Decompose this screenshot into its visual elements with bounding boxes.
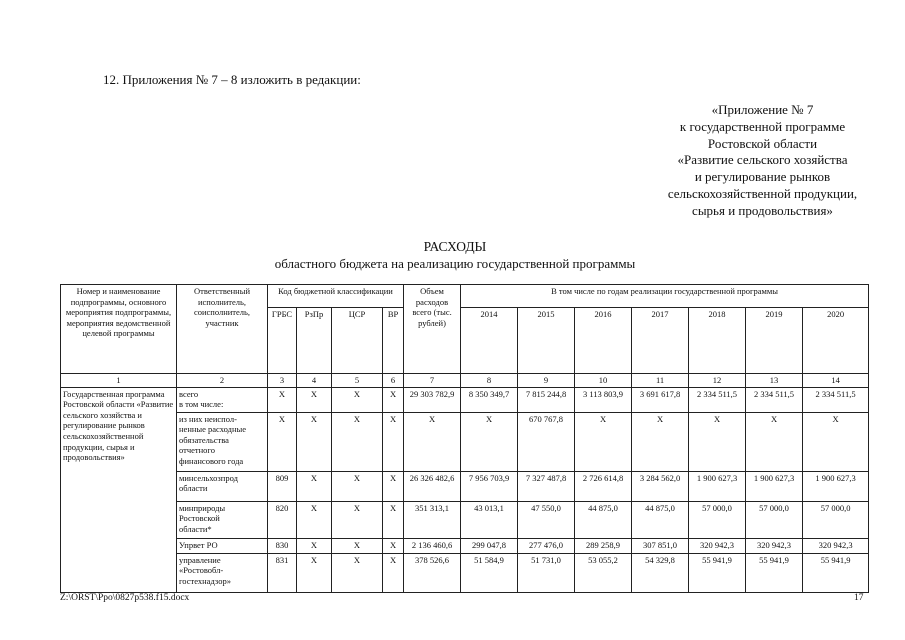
year-value-cell: 307 851,0 bbox=[632, 538, 689, 553]
responsible-cell: минсельхозпрод области bbox=[177, 471, 268, 501]
grbs-cell: Х bbox=[268, 412, 297, 471]
header-year: 2017 bbox=[632, 308, 689, 374]
grbs-cell: 809 bbox=[268, 471, 297, 501]
year-value-cell: 1 900 627,3 bbox=[689, 471, 746, 501]
year-value-cell: 44 875,0 bbox=[575, 501, 632, 538]
table-row bbox=[61, 412, 869, 471]
column-number: 6 bbox=[383, 374, 404, 388]
vr-cell: Х bbox=[383, 387, 404, 412]
rzpr-cell: Х bbox=[297, 501, 332, 538]
rzpr-cell: Х bbox=[297, 538, 332, 553]
year-value-cell: 43 013,1 bbox=[461, 501, 518, 538]
year-value-cell: 1 900 627,3 bbox=[803, 471, 869, 501]
responsible-cell: из них неиспол- ненные расходные обязательства отчетного финансового года bbox=[177, 412, 268, 471]
year-value-cell: Х bbox=[575, 412, 632, 471]
rzpr-cell: Х bbox=[297, 412, 332, 471]
rzpr-cell: Х bbox=[297, 553, 332, 592]
year-value-cell: 320 942,3 bbox=[803, 538, 869, 553]
vr-cell: Х bbox=[383, 412, 404, 471]
header-year: 2016 bbox=[575, 308, 632, 374]
volume-cell: Х bbox=[404, 412, 461, 471]
year-value-cell: 1 900 627,3 bbox=[746, 471, 803, 501]
annex-line: к государственной программе bbox=[679, 118, 846, 134]
year-value-cell: 47 550,0 bbox=[518, 501, 575, 538]
year-value-cell: 55 941,9 bbox=[803, 553, 869, 592]
column-number: 12 bbox=[689, 374, 746, 388]
csr-cell: Х bbox=[332, 538, 383, 553]
volume-cell: 29 303 782,9 bbox=[404, 387, 461, 412]
year-value-cell: 3 284 562,0 bbox=[632, 471, 689, 501]
year-value-cell: Х bbox=[461, 412, 518, 471]
header-vr: ВР bbox=[383, 308, 404, 374]
header-volume: Объем расходов всего (тыс. рублей) bbox=[404, 285, 461, 374]
column-number: 2 bbox=[177, 374, 268, 388]
column-number: 1 bbox=[61, 374, 177, 388]
annex-heading bbox=[600, 102, 905, 220]
responsible-cell: управление «Ростовобл- гостехнадзор» bbox=[177, 553, 268, 592]
year-value-cell: Х bbox=[689, 412, 746, 471]
year-value-cell: 289 258,9 bbox=[575, 538, 632, 553]
year-value-cell: 53 055,2 bbox=[575, 553, 632, 592]
header-rzpr: РзПр bbox=[297, 308, 332, 374]
year-value-cell: 51 584,9 bbox=[461, 553, 518, 592]
year-value-cell: 57 000,0 bbox=[689, 501, 746, 538]
csr-cell: Х bbox=[332, 412, 383, 471]
csr-cell: Х bbox=[332, 501, 383, 538]
year-value-cell: 8 350 349,7 bbox=[461, 387, 518, 412]
table-subtitle: областного бюджета на реализацию государственной программы bbox=[274, 256, 636, 271]
year-value-cell: 7 956 703,9 bbox=[461, 471, 518, 501]
year-value-cell: 277 476,0 bbox=[518, 538, 575, 553]
year-value-cell: 3 691 617,8 bbox=[632, 387, 689, 412]
annex-line: Ростовской области bbox=[707, 135, 818, 151]
annex-line: сельскохозяйственной продукции, bbox=[667, 185, 858, 201]
year-value-cell: 2 334 511,5 bbox=[689, 387, 746, 412]
intro-text: 12. Приложения № 7 – 8 изложить в редакции: bbox=[103, 72, 361, 87]
year-value-cell: 7 327 487,8 bbox=[518, 471, 575, 501]
column-number: 7 bbox=[404, 374, 461, 388]
vr-cell: Х bbox=[383, 538, 404, 553]
year-value-cell: 57 000,0 bbox=[746, 501, 803, 538]
annex-line: «Приложение № 7 bbox=[711, 102, 814, 117]
column-number: 13 bbox=[746, 374, 803, 388]
annex-line: «Развитие сельского хозяйства bbox=[677, 152, 848, 168]
header-year: 2014 bbox=[461, 308, 518, 374]
year-value-cell: Х bbox=[803, 412, 869, 471]
header-year: 2015 bbox=[518, 308, 575, 374]
rzpr-cell: Х bbox=[297, 387, 332, 412]
volume-cell: 26 326 482,6 bbox=[404, 471, 461, 501]
program-name-cell: Государственная программа Ростовской области «Развитие сельского хозяйства и регулирование рынков сельскохозяйственной продукции, сырья и продовольствия» bbox=[61, 387, 177, 592]
volume-cell: 351 313,1 bbox=[404, 501, 461, 538]
year-value-cell: 57 000,0 bbox=[803, 501, 869, 538]
vr-cell: Х bbox=[383, 501, 404, 538]
header-year: 2020 bbox=[803, 308, 869, 374]
table-body bbox=[61, 387, 869, 592]
grbs-cell: 831 bbox=[268, 553, 297, 592]
table-title-block bbox=[240, 238, 670, 272]
responsible-cell: минприроды Ростовской области* bbox=[177, 501, 268, 538]
year-value-cell: 2 334 511,5 bbox=[803, 387, 869, 412]
column-number-row bbox=[61, 374, 869, 388]
table-title: РАСХОДЫ bbox=[423, 239, 487, 254]
vr-cell: Х bbox=[383, 553, 404, 592]
table-row bbox=[61, 553, 869, 592]
header-name: Номер и наименование подпрограммы, основного мероприятия подпрограммы, мероприятия ведомственной целевой программы bbox=[61, 285, 177, 374]
year-value-cell: 7 815 244,8 bbox=[518, 387, 575, 412]
annex-line: сырья и продовольствия» bbox=[692, 202, 833, 218]
footer-file-path: Z:\ORST\Ppo\0827p538.f15.docx bbox=[60, 593, 190, 603]
column-number: 4 bbox=[297, 374, 332, 388]
year-value-cell: 44 875,0 bbox=[632, 501, 689, 538]
table-row bbox=[61, 471, 869, 501]
column-number: 9 bbox=[518, 374, 575, 388]
grbs-cell: 830 bbox=[268, 538, 297, 553]
column-number: 10 bbox=[575, 374, 632, 388]
year-value-cell: 55 941,9 bbox=[746, 553, 803, 592]
rzpr-cell: Х bbox=[297, 471, 332, 501]
column-number: 14 bbox=[803, 374, 869, 388]
header-grbs: ГРБС bbox=[268, 308, 297, 374]
volume-cell: 2 136 460,6 bbox=[404, 538, 461, 553]
year-value-cell: 51 731,0 bbox=[518, 553, 575, 592]
header-row-1 bbox=[61, 285, 869, 308]
grbs-cell: 820 bbox=[268, 501, 297, 538]
year-value-cell: Х bbox=[632, 412, 689, 471]
table-row bbox=[61, 538, 869, 553]
header-code: Код бюджетной классификации bbox=[268, 285, 404, 308]
csr-cell: Х bbox=[332, 553, 383, 592]
year-value-cell: Х bbox=[746, 412, 803, 471]
column-number: 5 bbox=[332, 374, 383, 388]
year-value-cell: 299 047,8 bbox=[461, 538, 518, 553]
header-year: 2019 bbox=[746, 308, 803, 374]
year-value-cell: 54 329,8 bbox=[632, 553, 689, 592]
header-years-group: В том числе по годам реализации государственной программы bbox=[461, 285, 869, 308]
responsible-cell: Упрвет РО bbox=[177, 538, 268, 553]
year-value-cell: 2 334 511,5 bbox=[746, 387, 803, 412]
header-csr: ЦСР bbox=[332, 308, 383, 374]
page-number: 17 bbox=[854, 593, 864, 603]
year-value-cell: 55 941,9 bbox=[689, 553, 746, 592]
column-number: 3 bbox=[268, 374, 297, 388]
column-number: 8 bbox=[461, 374, 518, 388]
year-value-cell: 3 113 803,9 bbox=[575, 387, 632, 412]
year-value-cell: 320 942,3 bbox=[746, 538, 803, 553]
vr-cell: Х bbox=[383, 471, 404, 501]
header-year: 2018 bbox=[689, 308, 746, 374]
budget-table bbox=[60, 284, 869, 593]
csr-cell: Х bbox=[332, 471, 383, 501]
annex-line: и регулирование рынков bbox=[694, 169, 831, 185]
csr-cell: Х bbox=[332, 387, 383, 412]
volume-cell: 378 526,6 bbox=[404, 553, 461, 592]
year-value-cell: 670 767,8 bbox=[518, 412, 575, 471]
grbs-cell: Х bbox=[268, 387, 297, 412]
table-row bbox=[61, 501, 869, 538]
responsible-cell: всего в том числе: bbox=[177, 387, 268, 412]
year-value-cell: 320 942,3 bbox=[689, 538, 746, 553]
year-value-cell: 2 726 614,8 bbox=[575, 471, 632, 501]
header-responsible: Ответственный исполнитель, соисполнитель, участник bbox=[177, 285, 268, 374]
table-row bbox=[61, 387, 869, 412]
column-number: 11 bbox=[632, 374, 689, 388]
